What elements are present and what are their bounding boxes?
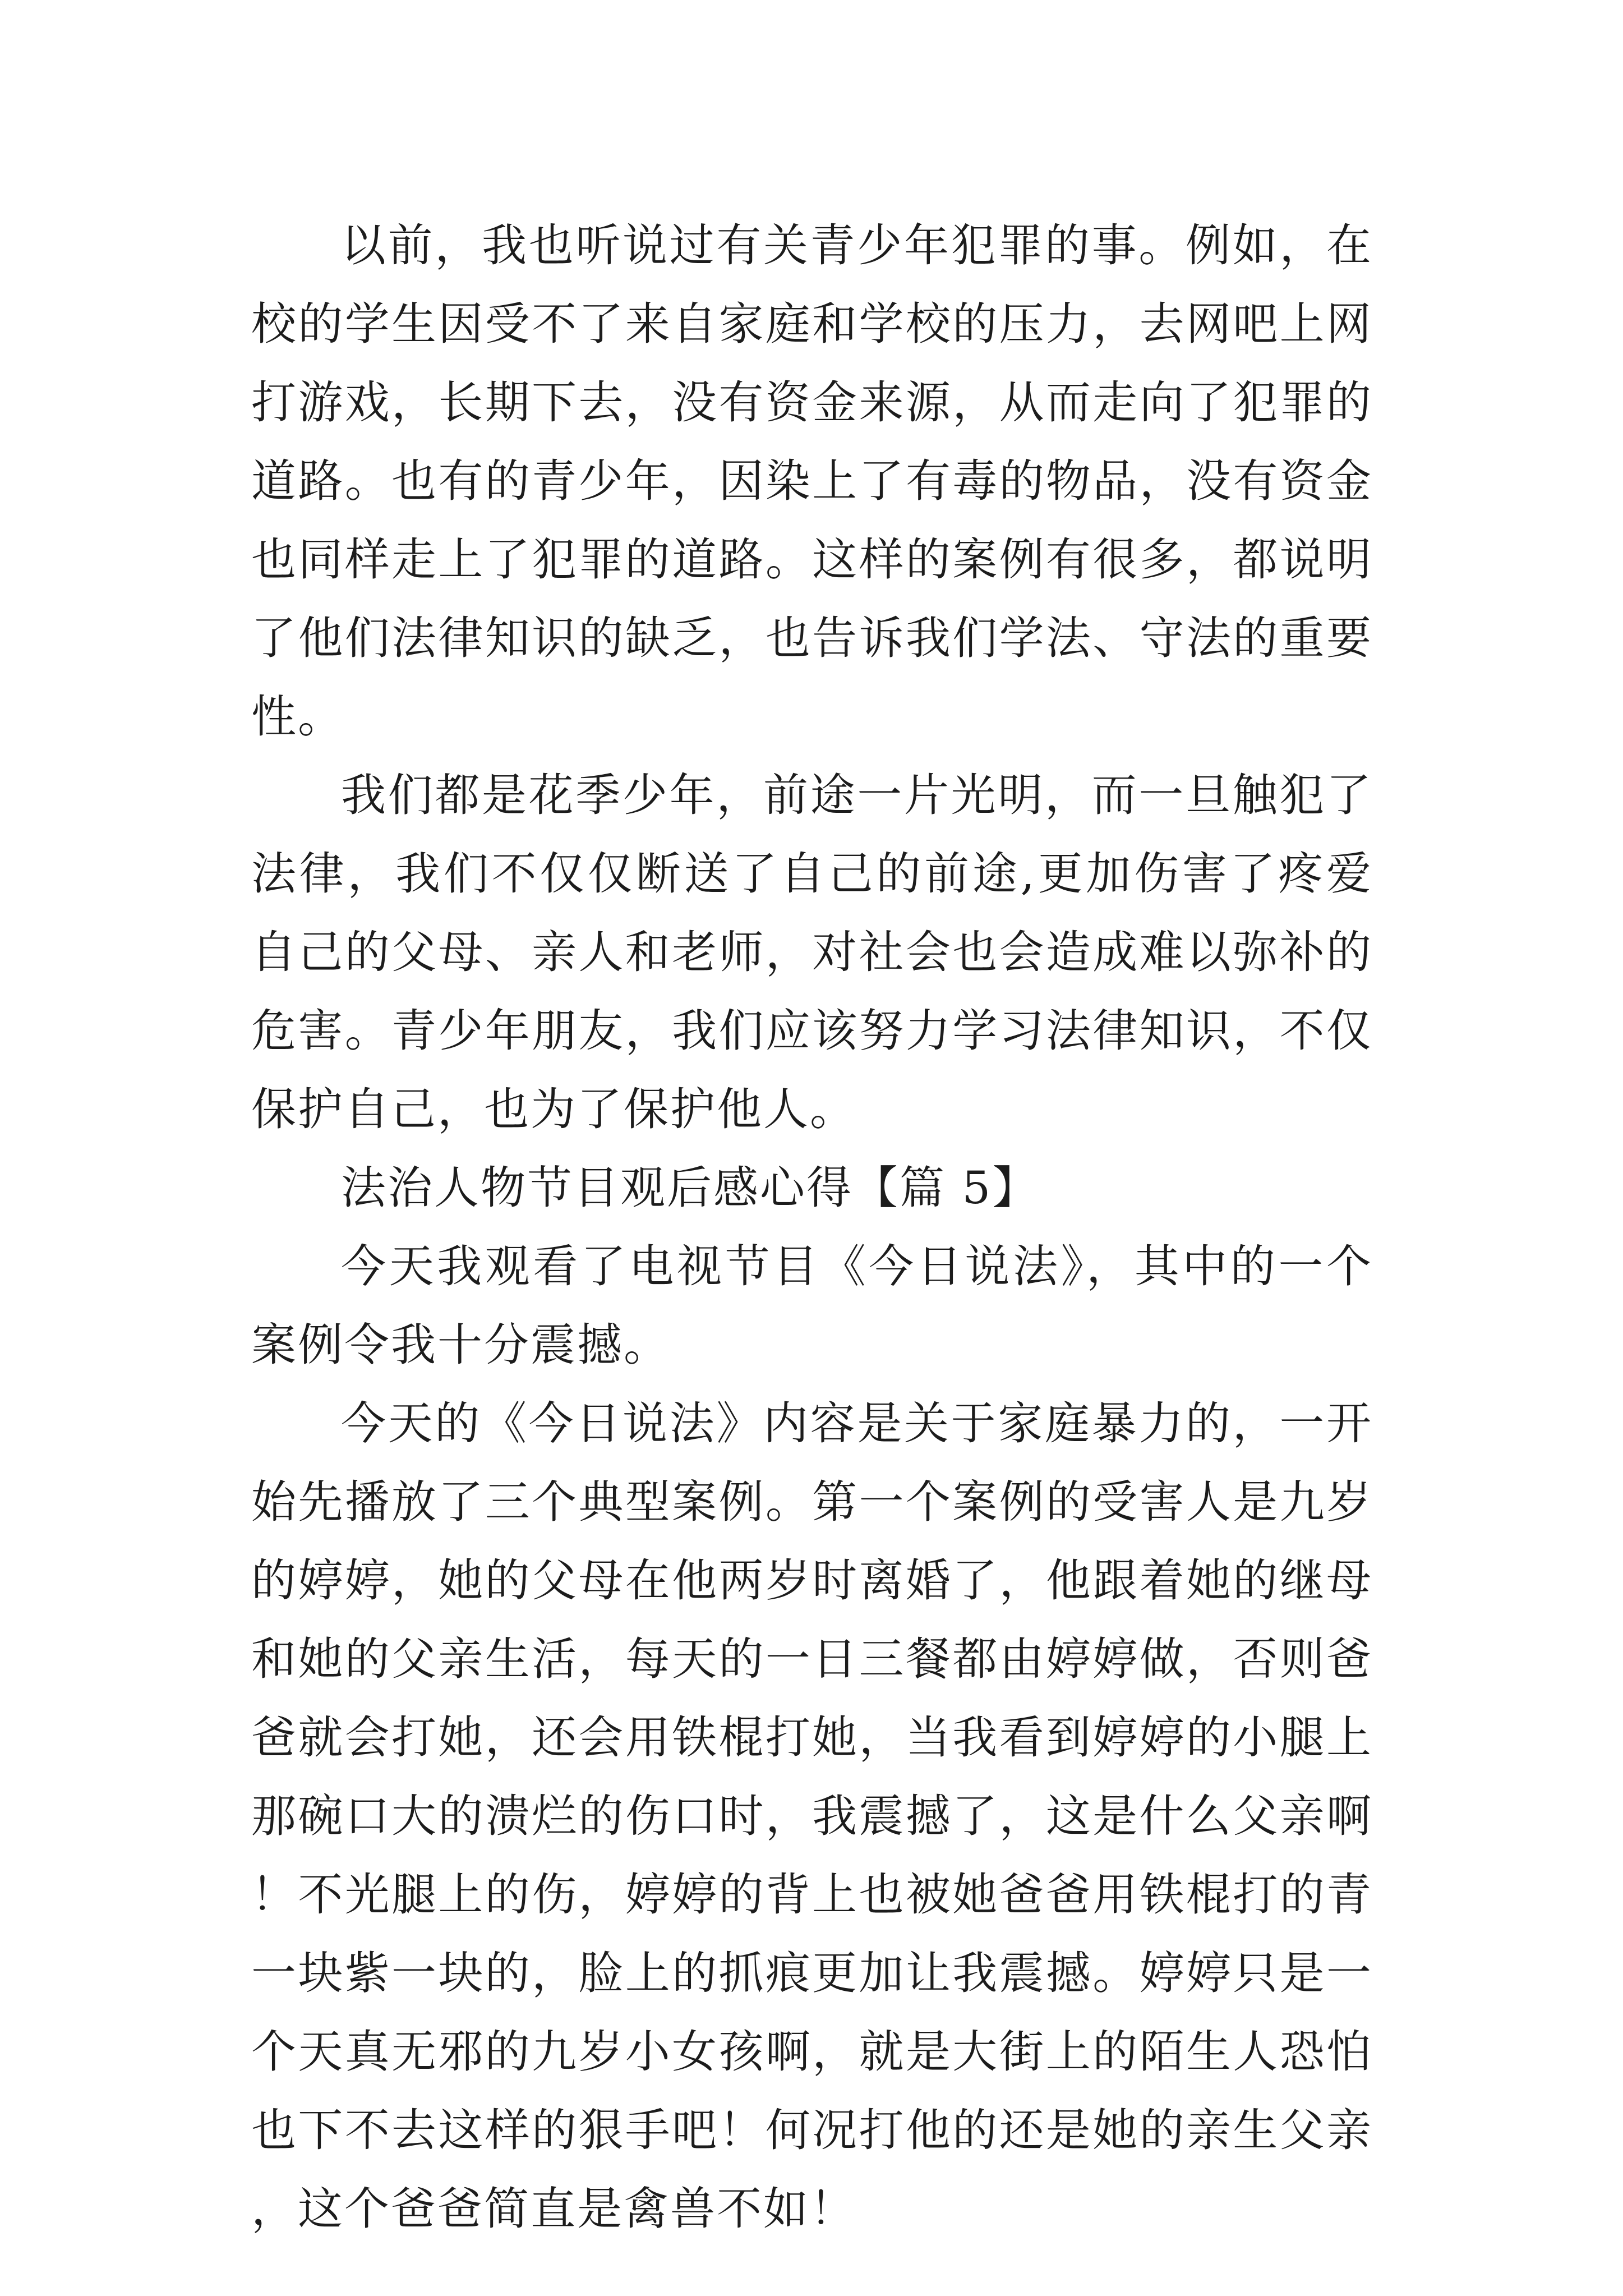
paragraph-domestic-violence: 今天的《今日说法》内容是关于家庭暴力的，一开始先播放了三个典型案例。第一个案例的受害人是九岁的婷婷，她的父母在他两岁时离婚了，他跟着她的继母和她的父亲生活，每天的一日三餐都由婷婷做，否则爸爸就会打她，还会用铁棍打她，当我看到婷婷的小腿上那碗口大的溃烂的伤口时，我震撼了，这是什么父亲啊！不光腿上的伤，婷婷的背上也被她爸爸用铁棍打的青一块紫一块的，脸上的抓痕更加让我震撼。婷婷只是一个天真无邪的九岁小女孩啊，就是大街上的陌生人恐怕也下不去这样的狠手吧！何况打他的还是她的亲生父亲，这个爸爸简直是禽兽不如！ [251,1397,1373,2235]
paragraph-tv-program: 今天我观看了电视节目《今日说法》，其中的一个案例令我十分震撼。 [251,1240,1373,1371]
document-body [251,206,1373,2248]
section-heading: 法治人物节目观后感心得【篇 5】 [341,1162,1039,1214]
paragraph-juvenile-crime: 以前，我也听说过有关青少年犯罪的事。例如，在校的学生因受不了来自家庭和学校的压力，去网吧上网打游戏，长期下去，没有资金来源，从而走向了犯罪的道路。也有的青少年，因染上了有毒的物品，没有资金也同样走上了犯罪的道路。这样的案例有很多，都说明了他们法律知识的缺乏，也告诉我们学法、守法的重要性。 [251,219,1373,743]
paragraph-youth-law: 我们都是花季少年，前途一片光明，而一旦触犯了法律，我们不仅仅断送了自己的前途,更加伤害了疼爱自己的父母、亲人和老师，对社会也会造成难以弥补的危害。青少年朋友，我们应该努力学习法律知识，不仅保护自己，也为了保护他人。 [251,769,1373,1135]
